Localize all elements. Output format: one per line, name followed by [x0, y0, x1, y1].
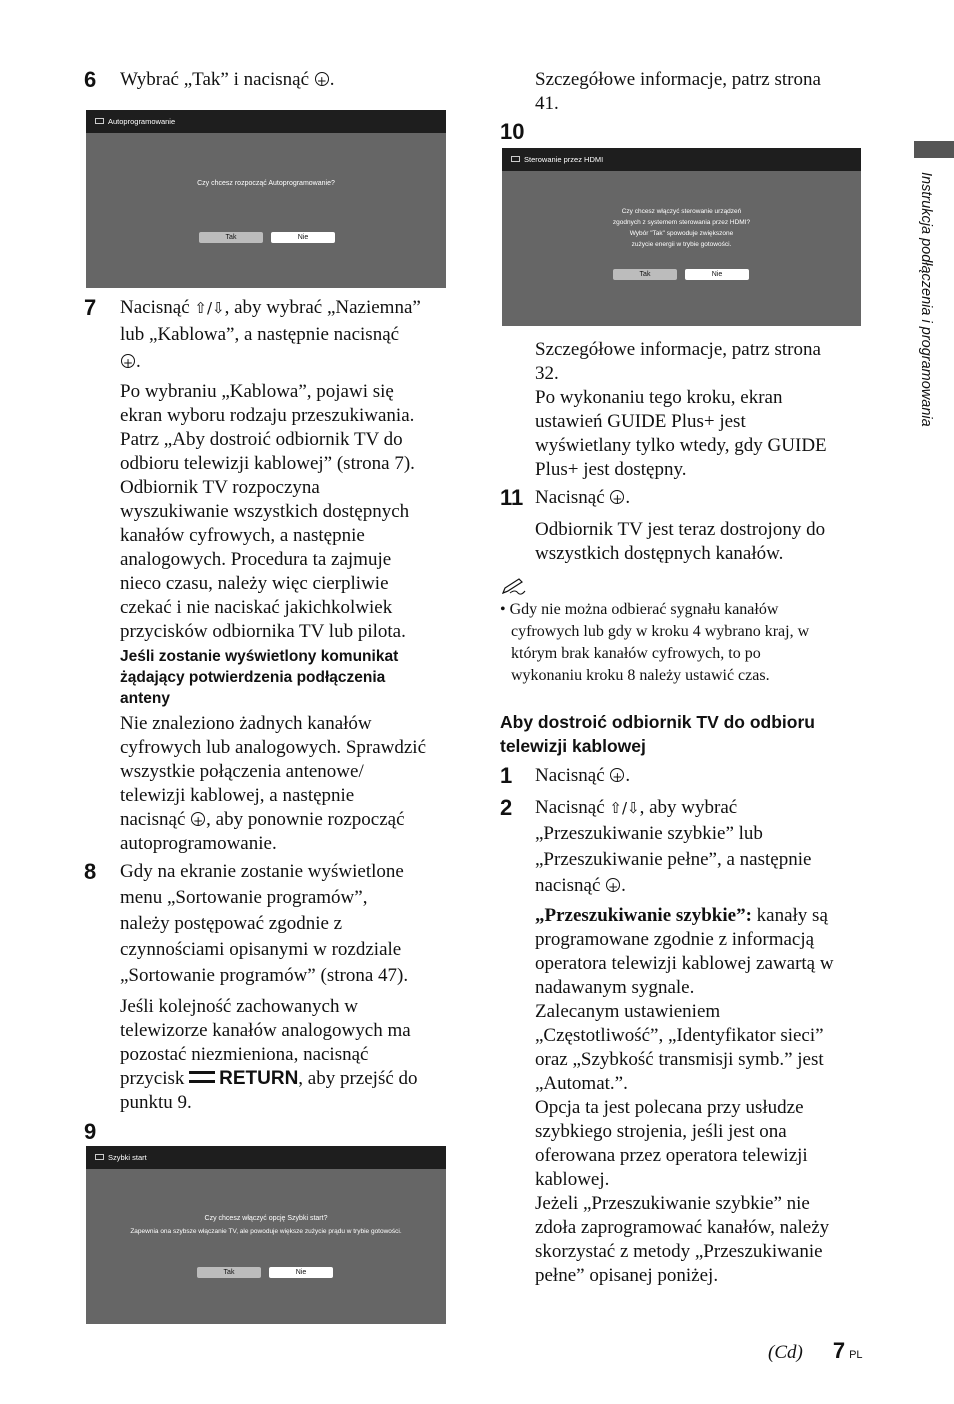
enter-button-icon — [610, 490, 624, 504]
step-8-number: 8 — [84, 859, 97, 884]
tv-screen-hdmi — [502, 148, 861, 326]
note-text: • Gdy nie można odbierać sygnału kanałów cyfrowych lub gdy w kroku 4 wybrano kraj, w którym brak kanałów cyfrowych, to po wykonaniu kroku 8 należy ustawić czas. — [500, 601, 810, 684]
yes-button[interactable]: Tak — [613, 269, 677, 280]
side-section-label: Instrukcja podłączenia i programowania — [918, 172, 934, 427]
enter-button-icon — [610, 768, 624, 782]
up-down-arrow-icon: ⇧/⇩ — [194, 299, 225, 317]
antenna-paragraph: Nie znaleziono żadnych kanałów cyfrowych lub analogowych. Sprawdzić wszystkie połączenia antenowe/ telewizji kablowej, a następnie nacisnąć +, aby ponownie rozpocząć autoprogramowanie. — [120, 712, 465, 856]
section-tab — [914, 141, 954, 158]
screen-message-detail: Zapewnia ona szybsze włączanie TV, ale powoduje większe zużycie prądu w trybie gotowości. — [130, 1228, 402, 1235]
screen-title-bar: Autoprogramowanie — [86, 110, 446, 133]
cable-section-heading: Aby dostroić odbiornik TV do odbioru telewizji kablowej — [500, 712, 815, 756]
screen-title-bar: Szybki start — [86, 1146, 446, 1169]
step-11-paragraph: Odbiornik TV jest teraz dostrojony do wszystkich dostępnych kanałów. — [535, 519, 826, 564]
tv-screen-autoprogramowanie — [86, 110, 446, 288]
cable-step-2-number: 2 — [500, 795, 513, 820]
step-10-number: 10 — [500, 119, 525, 144]
up-down-arrow-icon: ⇧/⇩ — [609, 799, 640, 817]
pencil-note-icon — [500, 577, 526, 595]
continued-marker: (Cd) — [768, 1342, 803, 1363]
screen-message: Czy chcesz rozpocząć Autoprogramowanie? — [197, 180, 335, 187]
no-button[interactable]: Nie — [685, 269, 749, 280]
enter-button-icon — [315, 72, 329, 86]
step-7-paragraph: Po wybraniu „Kablowa”, pojawi się ekran wyboru rodzaju przeszukiwania. Patrz „Aby dostroić odbiornik TV do odbioru telewizji kablowej” (strona 7). Odbiornik TV rozpoczyna wyszukiwanie wszystkich dostępnych kanałów cyfrowych, a następnie analogowych. Procedura ta zajmuje nieco czasu, należy więc cierpliwie czekać i nie naciskać jakichkolwiek przycisków odbiornika TV lub pilota. — [120, 381, 415, 642]
enter-button-icon — [606, 878, 620, 892]
step-11-text: Nacisnąć +. — [535, 486, 630, 510]
page-footer — [768, 1338, 863, 1364]
toolbox-icon — [511, 156, 520, 162]
return-label: RETURN — [219, 1068, 299, 1089]
step-7-text: Nacisnąć ⇧/⇩, aby wybrać „Naziemna” lub „Kablowa”, a następnie nacisnąć +. — [120, 296, 460, 374]
page-number: 7 — [832, 1338, 846, 1363]
tv-screen-szybki-start — [86, 1146, 446, 1324]
screen-message: Czy chcesz włączyć opcję Szybki start? — [204, 1215, 328, 1222]
yes-button[interactable]: Tak — [199, 232, 263, 243]
step-6-number: 6 — [84, 67, 97, 92]
return-icon — [189, 1071, 215, 1083]
step-11-number: 11 — [500, 485, 524, 510]
step-8-paragraph: Jeśli kolejność zachowanych w telewizorze kanałów analogowych ma pozostać niezmieniona, nacisnąć przycisk RETURN, aby przejść do punktu 9. — [120, 996, 418, 1113]
toolbox-icon — [95, 118, 104, 124]
quick-scan-label: „Przeszukiwanie szybkie”: — [535, 905, 752, 926]
language-code: PL — [849, 1349, 863, 1361]
cable-step-1-text: Nacisnąć +. — [535, 764, 630, 788]
step-9-number: 9 — [84, 1119, 97, 1144]
step-10-paragraph: Szczegółowe informacje, patrz strona 32. Po wykonaniu tego kroku, ekran ustawień GUIDE Plus+ jest wyświetlany tylko wtedy, gdy GUIDE Plus+ jest dostępny. — [535, 339, 827, 480]
step-7-number: 7 — [84, 295, 97, 320]
cable-step-2-text: Nacisnąć ⇧/⇩, aby wybrać „Przeszukiwanie szybkie” lub „Przeszukiwanie pełne”, a następnie nacisnąć +. — [535, 796, 880, 898]
step-8-text: Gdy na ekranie zostanie wyświetlone menu „Sortowanie programów”, należy postępować zgodnie z czynnościami opisanymi w rozdziale „Sortowanie programów” (strona 47). — [120, 861, 409, 986]
no-button[interactable]: Nie — [271, 232, 335, 243]
yes-button[interactable]: Tak — [197, 1267, 261, 1278]
enter-button-icon — [191, 812, 205, 826]
no-button[interactable]: Nie — [269, 1267, 333, 1278]
cable-step-1-number: 1 — [500, 763, 513, 788]
enter-button-icon — [121, 354, 135, 368]
screen-message: Czy chcesz włączyć sterowanie urządzeń zgodnych z systemem sterowania przez HDMI? Wybór "Tak" spowoduje zwiększone zużycie energii w trybie gotowości. — [612, 208, 751, 248]
toolbox-icon — [95, 1154, 104, 1160]
screen-title-bar: Sterowanie przez HDMI — [502, 148, 861, 171]
step-6-text: Wybrać „Tak” i nacisnąć +. — [120, 68, 335, 92]
cable-step-2-paragraph: „Przeszukiwanie szybkie”: kanały są programowane zgodnie z informacją operatora telewizji kablowej zawartą w nadawanym sygnale. Zalecanym ustawieniem „Częstotliwość”, „Identyfikator sieci” oraz „Szybkość transmisji symb.” jest „Automat.”. Opcja ta jest polecana przy usłudze szybkiego strojenia, jeśli jest ona oferowana przez operatora telewizji kablowej. Jeżeli „Przeszukiwanie szybkie” nie zdoła zaprogramować kanałów, należy skorzystać z metody „Przeszukiwanie pełne” opisanej poniżej. — [535, 905, 834, 1286]
antenna-subheading: Jeśli zostanie wyświetlony komunikat żądający potwierdzenia podłączenia anteny — [120, 648, 399, 707]
intro-text: Szczegółowe informacje, patrz strona 41. — [535, 69, 821, 114]
